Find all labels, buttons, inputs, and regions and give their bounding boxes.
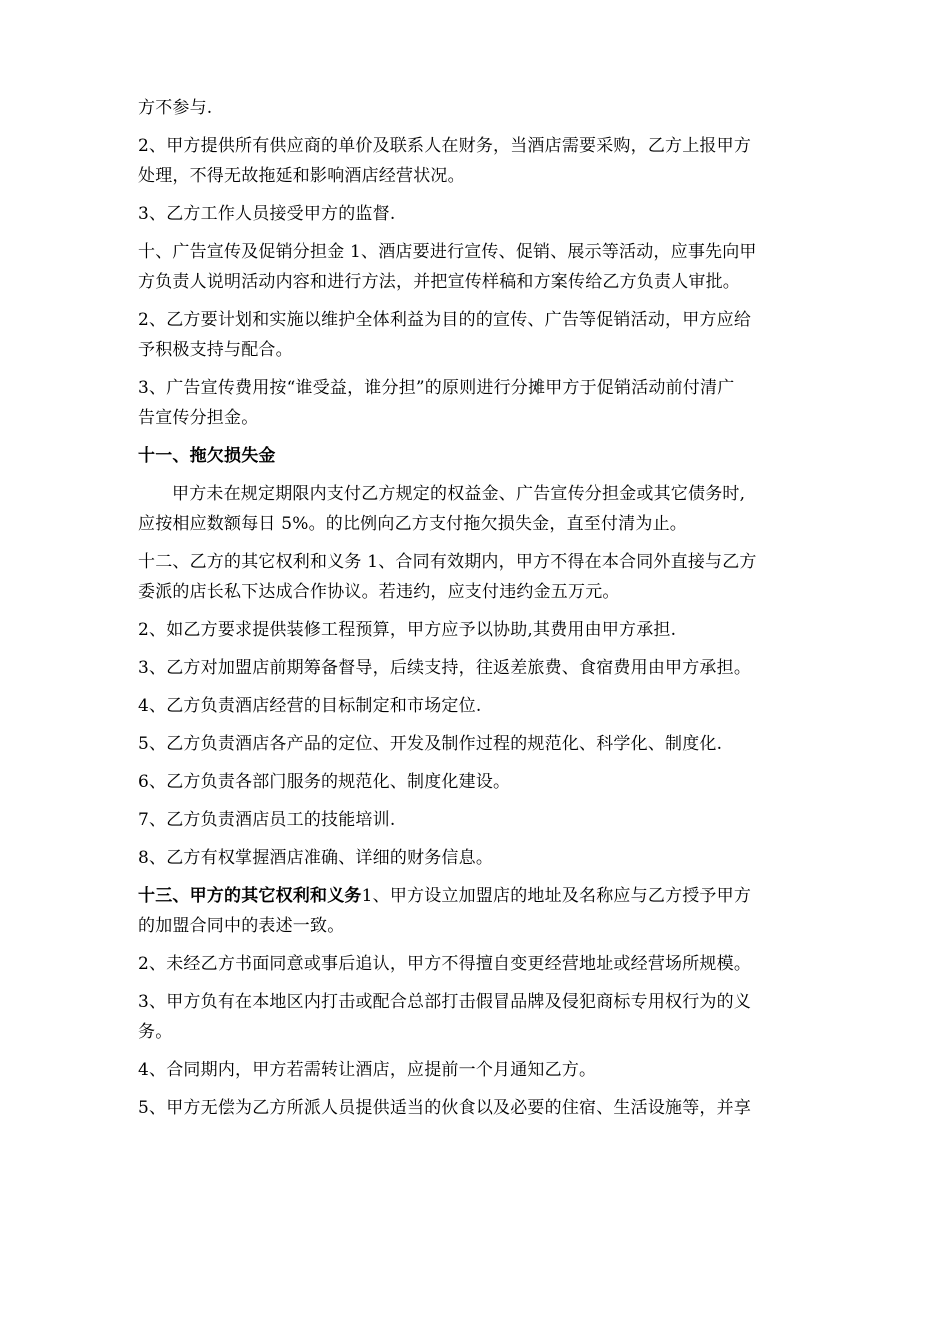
text-line: 应按相应数额每日 5%。的比例向乙方支付拖欠损失金，直至付清为止。	[138, 514, 687, 534]
text-run: 1、甲方设立加盟店的地址及名称应与乙方授予甲方	[361, 886, 752, 906]
text-line: 务。	[138, 1022, 173, 1042]
text-line: 处理，不得无故拖延和影响酒店经营状况。	[138, 166, 465, 186]
text-line: 的加盟合同中的表述一致。	[138, 916, 345, 936]
text-line: 十、广告宣传及促销分担金 1、酒店要进行宣传、促销、展示等活动，应事先向甲	[138, 242, 757, 262]
text-line: 方不参与.	[138, 98, 213, 118]
text-line: 3、甲方负有在本地区内打击或配合总部打击假冒品牌及侵犯商标专用权行为的义	[138, 992, 752, 1012]
section-heading: 十三、甲方的其它权利和义务	[138, 886, 362, 906]
text-line: 2、甲方提供所有供应商的单价及联系人在财务，当酒店需要采购，乙方上报甲方	[138, 136, 752, 156]
text-line: 十二、乙方的其它权利和义务 1、合同有效期内，甲方不得在本合同外直接与乙方	[138, 552, 757, 572]
text-line: 3、乙方工作人员接受甲方的监督.	[138, 204, 396, 224]
text-line: 2、如乙方要求提供装修工程预算，甲方应予以协助,其费用由甲方承担.	[138, 620, 677, 640]
text-line: 5、甲方无偿为乙方所派人员提供适当的伙食以及必要的住宿、生活设施等，并享	[138, 1098, 752, 1118]
text-line: 方负责人说明活动内容和进行方法，并把宣传样稿和方案传给乙方负责人审批。	[138, 272, 740, 292]
text-line: 甲方未在规定期限内支付乙方规定的权益金、广告宣传分担金或其它债务时,	[172, 484, 746, 504]
document-page	[138, 96, 828, 1134]
text-line: 告宣传分担金。	[138, 408, 259, 428]
text-line: 8、乙方有权掌握酒店准确、详细的财务信息。	[138, 848, 494, 868]
text-line: 予积极支持与配合。	[138, 340, 293, 360]
text-line: 2、未经乙方书面同意或事后追认，甲方不得擅自变更经营地址或经营场所规模。	[138, 954, 752, 974]
text-line: 4、乙方负责酒店经营的目标制定和市场定位.	[138, 696, 482, 716]
text-line: 4、合同期内，甲方若需转让酒店，应提前一个月通知乙方。	[138, 1060, 597, 1080]
text-line: 3、广告宣传费用按“谁受益，谁分担”的原则进行分摊甲方于促销活动前付清广	[138, 378, 735, 398]
section-heading: 十一、拖欠损失金	[138, 446, 276, 466]
text-line: 2、乙方要计划和实施以维护全体利益为目的的宣传、广告等促销活动，甲方应给	[138, 310, 752, 330]
text-line	[138, 884, 828, 908]
text-line: 委派的店长私下达成合作协议。若违约，应支付违约金五万元。	[138, 582, 620, 602]
text-line: 3、乙方对加盟店前期筹备督导，后续支持，往返差旅费、食宿费用由甲方承担。	[138, 658, 752, 678]
text-line: 7、乙方负责酒店员工的技能培训.	[138, 810, 396, 830]
text-line: 5、乙方负责酒店各产品的定位、开发及制作过程的规范化、科学化、制度化.	[138, 734, 723, 754]
text-line: 6、乙方负责各部门服务的规范化、制度化建设。	[138, 772, 511, 792]
